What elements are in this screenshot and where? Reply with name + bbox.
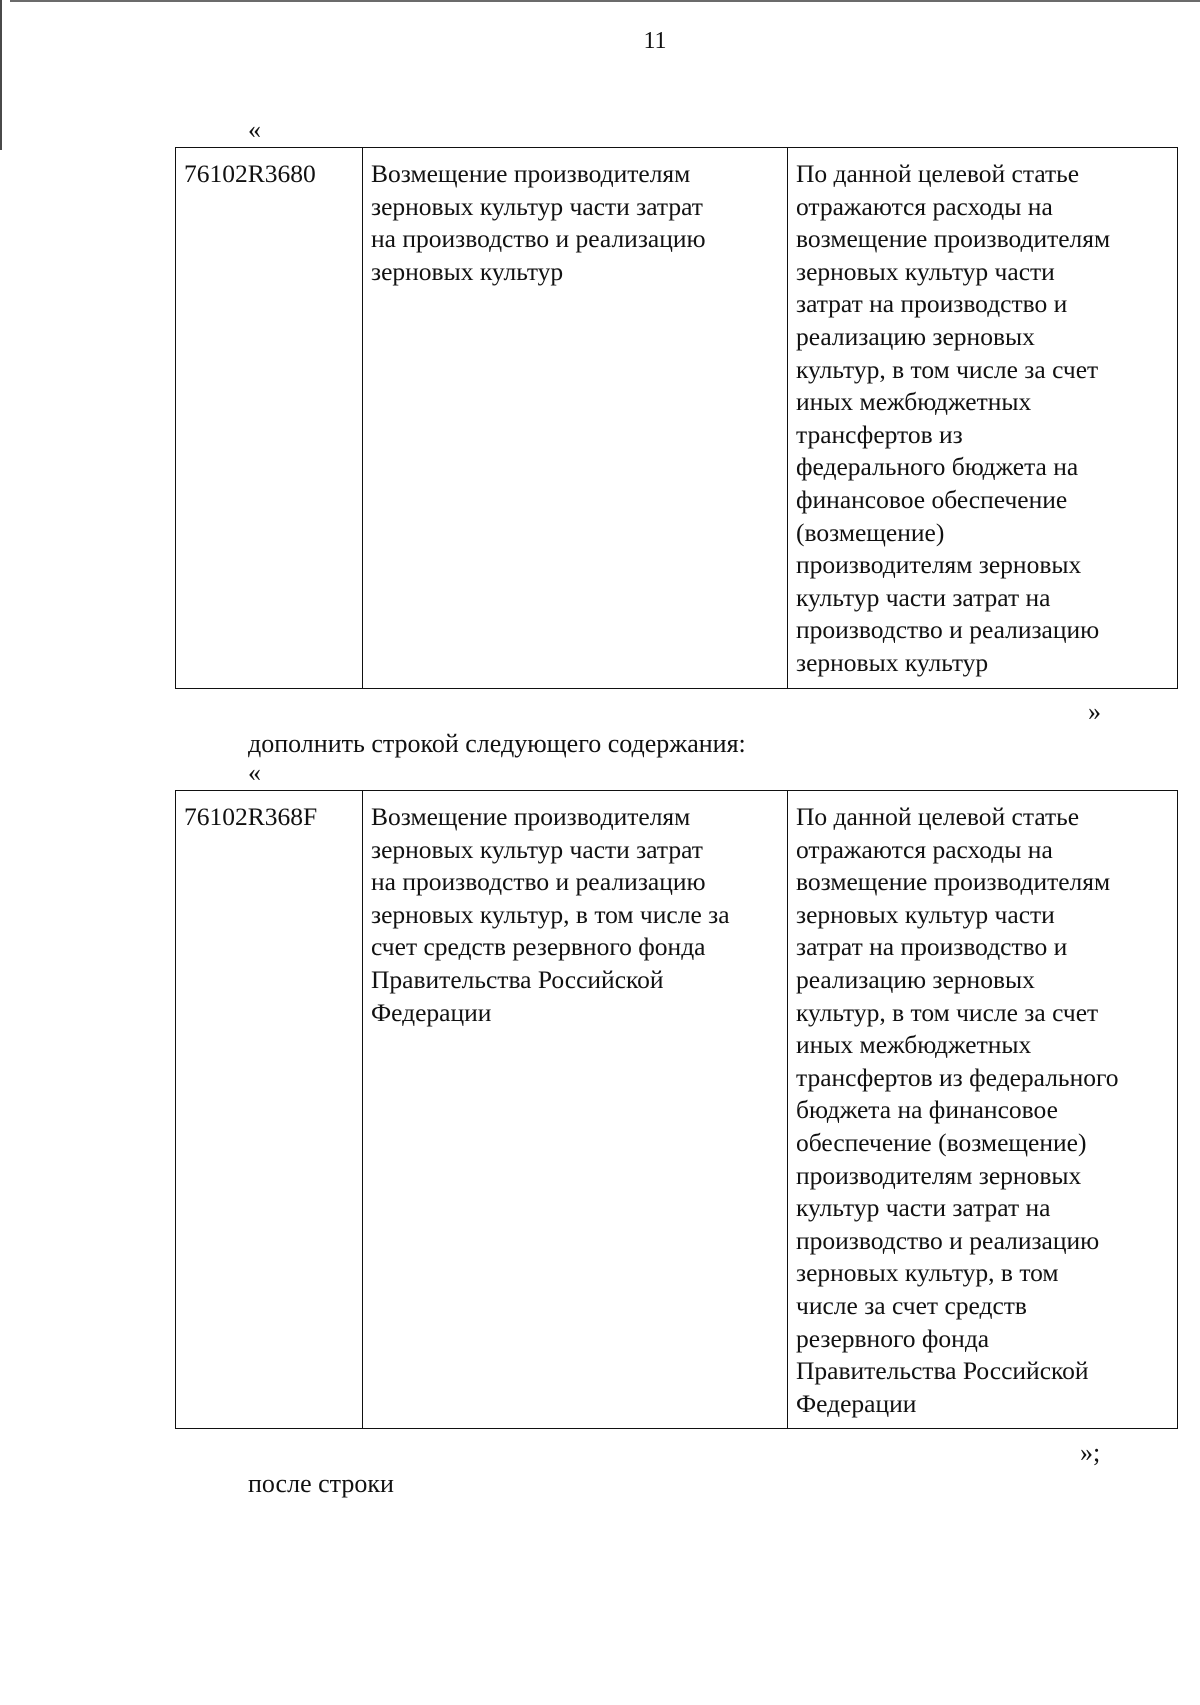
table-row	[176, 791, 1178, 1429]
text-line: культур части затрат на	[796, 1193, 1051, 1223]
text-line: финансовое обеспечение	[796, 484, 1068, 514]
text-line: отражаются расходы на	[796, 834, 1053, 864]
close-quote-2: »;	[1080, 1438, 1101, 1467]
text-line: обеспечение (возмещение)	[796, 1127, 1087, 1157]
item-description	[796, 158, 1171, 680]
text-line: отражаются расходы на	[796, 191, 1053, 221]
text-line: зерновых культур части	[796, 899, 1055, 929]
text-line: Возмещение производителям	[371, 159, 691, 188]
open-quote-2: «	[248, 758, 261, 787]
scan-edge-top	[10, 0, 1200, 2]
text-line: Федерации	[796, 1388, 917, 1418]
text-line: резервного фонда	[796, 1323, 990, 1353]
text-line: Правительства Российской	[796, 1356, 1089, 1386]
budget-code: 76102R3680	[184, 159, 316, 188]
text-line: на производство и реализацию	[371, 224, 706, 254]
item-name	[371, 801, 781, 1029]
text-line: на производство и реализацию	[371, 867, 706, 897]
name-cell	[363, 791, 788, 1429]
text-line: возмещение производителям	[796, 867, 1111, 897]
text-line: трансфертов из	[796, 419, 963, 449]
text-line: числе за счет средств	[796, 1290, 1027, 1320]
text-line: Правительства Российской	[371, 964, 664, 994]
close-quote-1: »	[1088, 697, 1101, 726]
name-cell	[363, 148, 788, 689]
text-line: зерновых культур, в том числе за	[371, 899, 730, 929]
text-line: производство и реализацию	[796, 615, 1100, 645]
text-line: (возмещение)	[796, 517, 945, 547]
text-line: затрат на производство и	[796, 289, 1068, 319]
text-line: производство и реализацию	[796, 1225, 1100, 1255]
code-cell	[176, 791, 363, 1429]
text-line: производителям зерновых	[796, 1160, 1082, 1190]
text-line: счет средств резервного фонда	[371, 932, 706, 962]
text-line: Возмещение производителям	[371, 802, 691, 831]
text-line: зерновых культур части	[796, 256, 1055, 286]
text-line: возмещение производителям	[796, 224, 1111, 254]
text-line: производителям зерновых	[796, 550, 1082, 580]
text-line: культур, в том числе за счет	[796, 354, 1099, 384]
instruction-add-row: дополнить строкой следующего содержания:	[248, 729, 746, 758]
text-line: зерновых культур части затрат	[371, 191, 703, 221]
description-cell	[788, 148, 1178, 689]
description-cell	[788, 791, 1178, 1429]
text-line: зерновых культур	[796, 647, 989, 677]
text-line: реализацию зерновых	[796, 964, 1035, 994]
text-line: трансфертов из федерального	[796, 1062, 1119, 1092]
text-line: затрат на производство и	[796, 932, 1068, 962]
text-line: культур, в том числе за счет	[796, 997, 1099, 1027]
text-line: По данной целевой статье	[796, 802, 1080, 831]
budget-code: 76102R368F	[184, 802, 318, 831]
text-line: По данной целевой статье	[796, 159, 1080, 188]
text-line: иных межбюджетных	[796, 387, 1032, 417]
text-line: реализацию зерновых	[796, 321, 1035, 351]
table-row-76102R3680	[175, 147, 1178, 689]
text-line: зерновых культур, в том	[796, 1258, 1059, 1288]
item-name	[371, 158, 781, 288]
text-line: Федерации	[371, 997, 492, 1027]
text-line: зерновых культур части затрат	[371, 834, 703, 864]
text-line: федерального бюджета на	[796, 452, 1079, 482]
table-row-76102R368F	[175, 790, 1178, 1429]
open-quote-1: «	[248, 115, 261, 144]
item-description	[796, 801, 1171, 1420]
code-cell	[176, 148, 363, 689]
text-line: культур части затрат на	[796, 582, 1051, 612]
text-line: бюджета на финансовое	[796, 1095, 1058, 1125]
scan-edge-left	[0, 0, 2, 150]
table-row	[176, 148, 1178, 689]
text-line: зерновых культур	[371, 256, 564, 286]
instruction-after-row: после строки	[248, 1469, 394, 1498]
text-line: иных межбюджетных	[796, 1030, 1032, 1060]
page-number: 11	[643, 28, 667, 54]
